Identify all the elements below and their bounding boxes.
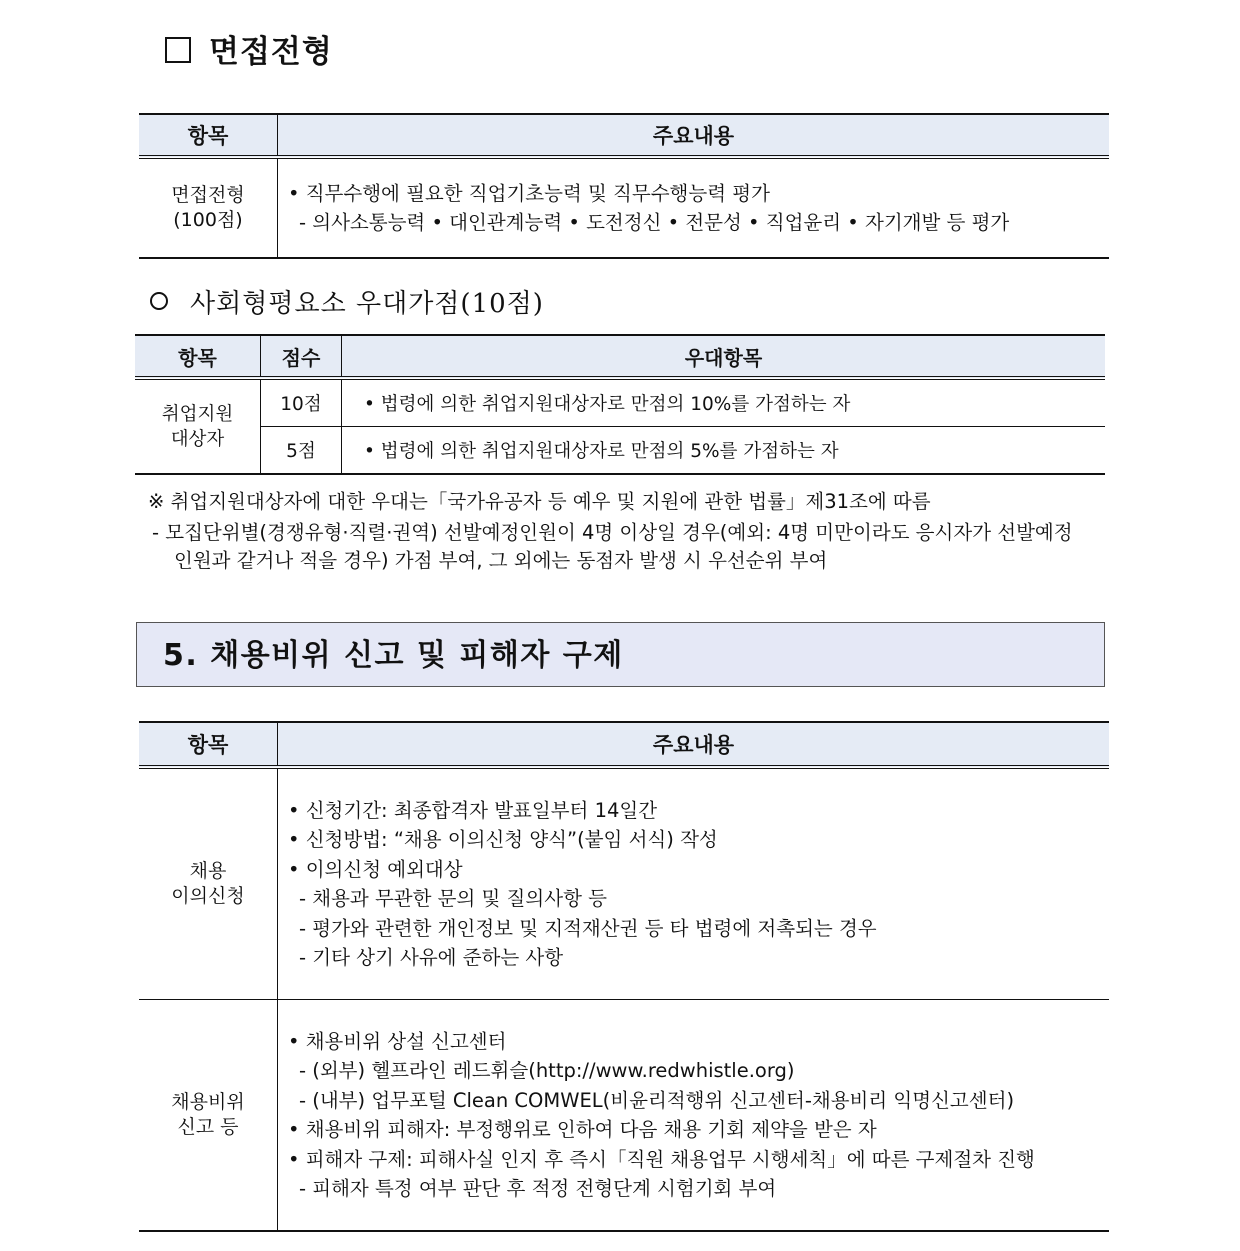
content-line: - (외부) 헬프라인 레드휘슬(http://www.redwhistle.org) — [299, 1059, 795, 1082]
bonus-item-cell: • 법령에 의한 취업지원대상자로 만점의 5%를 가점하는 자 — [364, 440, 839, 462]
content-line: • 이의신청 예외대상 — [288, 857, 463, 881]
category-line: 채용 — [189, 860, 227, 882]
square-bullet-icon — [165, 37, 191, 63]
content-line: • 채용비위 상설 신고센터 — [288, 1029, 507, 1053]
bonus-score-cell: 5점 — [261, 426, 342, 474]
interview-section-title — [165, 26, 333, 71]
category-line: 면접전형 — [171, 184, 245, 206]
content-line: - (내부) 업무포털 Clean COMWEL(비윤리적행위 신고센터-채용비리 익명신고센터) — [299, 1088, 1015, 1112]
interview-category-cell — [139, 157, 278, 258]
bonus-header-detail: 우대항목 — [342, 335, 1106, 378]
category-line: 대상자 — [170, 428, 225, 450]
category-line: 신고 등 — [177, 1116, 239, 1138]
objection-content-cell — [278, 767, 1110, 1000]
interview-header-content: 주요내용 — [278, 114, 1110, 157]
content-line: • 신청방법: “채용 이의신청 양식”(붙임 서식) 작성 — [288, 828, 718, 851]
interview-content-cell — [278, 157, 1110, 258]
note-line: 인원과 같거나 적을 경우) 가점 부여, 그 외에는 동점자 발생 시 우선순위 부여 — [174, 549, 828, 572]
content-line: • 직무수행에 필요한 직업기초능력 및 직무수행능력 평가 — [288, 181, 770, 205]
content-line: - 피해자 특정 여부 판단 후 적정 전형단계 시험기회 부여 — [299, 1177, 777, 1200]
section5-heading — [136, 622, 1105, 687]
section5-header-item: 항목 — [139, 722, 278, 767]
category-line: (100점) — [173, 209, 243, 231]
bonus-item-cell: • 법령에 의한 취업지원대상자로 만점의 10%를 가점하는 자 — [364, 393, 851, 415]
category-line: 채용비위 — [171, 1091, 245, 1113]
content-line: - 평가와 관련한 개인정보 및 지적재산권 등 타 법령에 저촉되는 경우 — [299, 916, 877, 940]
report-category-cell — [139, 1000, 278, 1232]
interview-title-text: 면접전형 — [209, 34, 333, 70]
circle-bullet-icon — [150, 292, 168, 310]
content-line: - 채용과 무관한 문의 및 질의사항 등 — [299, 887, 607, 910]
note-line: - 모집단위별(경쟁유형·직렬·권역) 선발예정인원이 4명 이상일 경우(예외: 4명 미만이라도 응시자가 선발예정 — [152, 521, 1073, 544]
category-line: 이의신청 — [171, 885, 245, 907]
objection-category-cell — [139, 767, 278, 1000]
bonus-header-score: 점수 — [261, 335, 342, 378]
content-line: • 신청기간: 최종합격자 발표일부터 14일간 — [288, 798, 658, 822]
interview-header-item: 항목 — [139, 114, 278, 157]
section5-title: 5. 채용비위 신고 및 피해자 구제 — [163, 638, 624, 673]
bonus-score-cell: 10점 — [261, 378, 342, 426]
category-line: 취업지원 — [161, 403, 234, 425]
section5-table — [139, 721, 1109, 1232]
content-line: - 기타 상기 사유에 준하는 사항 — [299, 946, 564, 969]
section5-header-content: 주요내용 — [278, 722, 1110, 767]
interview-table — [139, 113, 1109, 259]
bonus-header-item: 항목 — [135, 335, 261, 378]
bonus-note-detail — [152, 519, 1073, 575]
bonus-title-text: 사회형평요소 우대가점(10점) — [190, 289, 544, 319]
bonus-table — [135, 334, 1105, 475]
bonus-note: ※ 취업지원대상자에 대한 우대는「국가유공자 등 예우 및 지원에 관한 법률」제31조에 따름 — [148, 490, 931, 513]
bonus-category-cell — [135, 378, 261, 474]
content-line: • 채용비위 피해자: 부정행위로 인하여 다음 채용 기회 제약을 받은 자 — [288, 1118, 877, 1141]
bonus-section-title — [150, 283, 544, 320]
report-content-cell — [278, 1000, 1110, 1232]
content-line: • 피해자 구제: 피해사실 인지 후 즉시「직원 채용업무 시행세칙」에 따른 구제절차 진행 — [288, 1147, 1035, 1171]
content-line: - 의사소통능력 • 대인관계능력 • 도전정신 • 전문성 • 직업윤리 • 자기개발 등 평가 — [299, 211, 1010, 234]
